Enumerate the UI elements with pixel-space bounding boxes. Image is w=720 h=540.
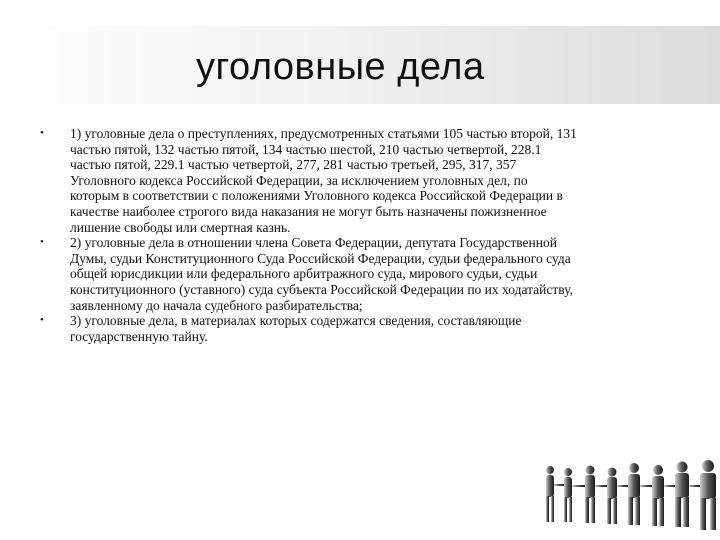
bullet-2-line-5: заявленному до начала судебного разбирательства; — [70, 297, 363, 313]
bullet-marker: • — [40, 127, 44, 139]
person-figure — [585, 466, 595, 524]
bullet-marker: • — [40, 236, 44, 249]
person-figure — [700, 460, 716, 530]
bullet-1-line-5: которым в соответствии с положениями Уголовного кодекса Российской Федерации в — [70, 188, 563, 204]
bullet-2-line-1: 2) уголовные дела в отношении члена Совета Федерации, депутата Государственной — [70, 235, 557, 251]
person-figure — [546, 466, 554, 522]
bullet-1-line-1: 1) уголовные дела о преступлениях, предусмотренных статьями 105 частью второй, 131 — [70, 126, 577, 141]
bullet-1-line-7: лишение свободы или смертная казнь. — [70, 219, 291, 235]
bullet-marker: • — [40, 314, 44, 327]
bullet-1-line-3: частью пятой, 229.1 частью четвертой, 277, 281 частью третьей, 295, 317, 357 — [70, 157, 517, 173]
person-figure — [652, 465, 664, 526]
bullet-item-2 — [40, 235, 680, 313]
person-figure — [607, 468, 617, 525]
bullet-item-1 — [40, 126, 680, 235]
bullet-1-line-2: частью пятой, 132 частью пятой, 134 частью шестой, 210 частью четвертой, 228.1 — [70, 141, 542, 157]
bullet-2-line-2: Думы, судьи Конституционного Суда Российской Федерации, судьи федерального суда — [70, 250, 571, 266]
bullet-3-line-1: 3) уголовные дела, в материалах которых содержатся сведения, составляющие — [70, 313, 522, 329]
bullet-3-line-2: государственную тайну. — [70, 328, 208, 344]
person-figure — [675, 462, 689, 528]
business-people-illustration — [520, 430, 720, 540]
person-figure — [628, 463, 640, 525]
slide-title: уголовные дела — [196, 46, 485, 88]
bullet-1-line-4: Уголовного кодекса Российской Федерации, за исключением уголовных дел, по — [70, 172, 528, 188]
bullet-2-line-3: общей юрисдикции или федерального арбитражного суда, мирового судьи, судьи — [70, 266, 538, 282]
bullet-list — [40, 126, 680, 344]
bullet-item-3 — [40, 313, 680, 344]
person-figure — [564, 468, 572, 522]
bullet-2-line-4: конституционного (уставного) суда субъекта Российской Федерации по их ходатайству, — [70, 281, 573, 297]
bullet-1-line-6: качестве наиболее строгого вида наказания не могут быть назначены пожизненное — [70, 203, 547, 219]
